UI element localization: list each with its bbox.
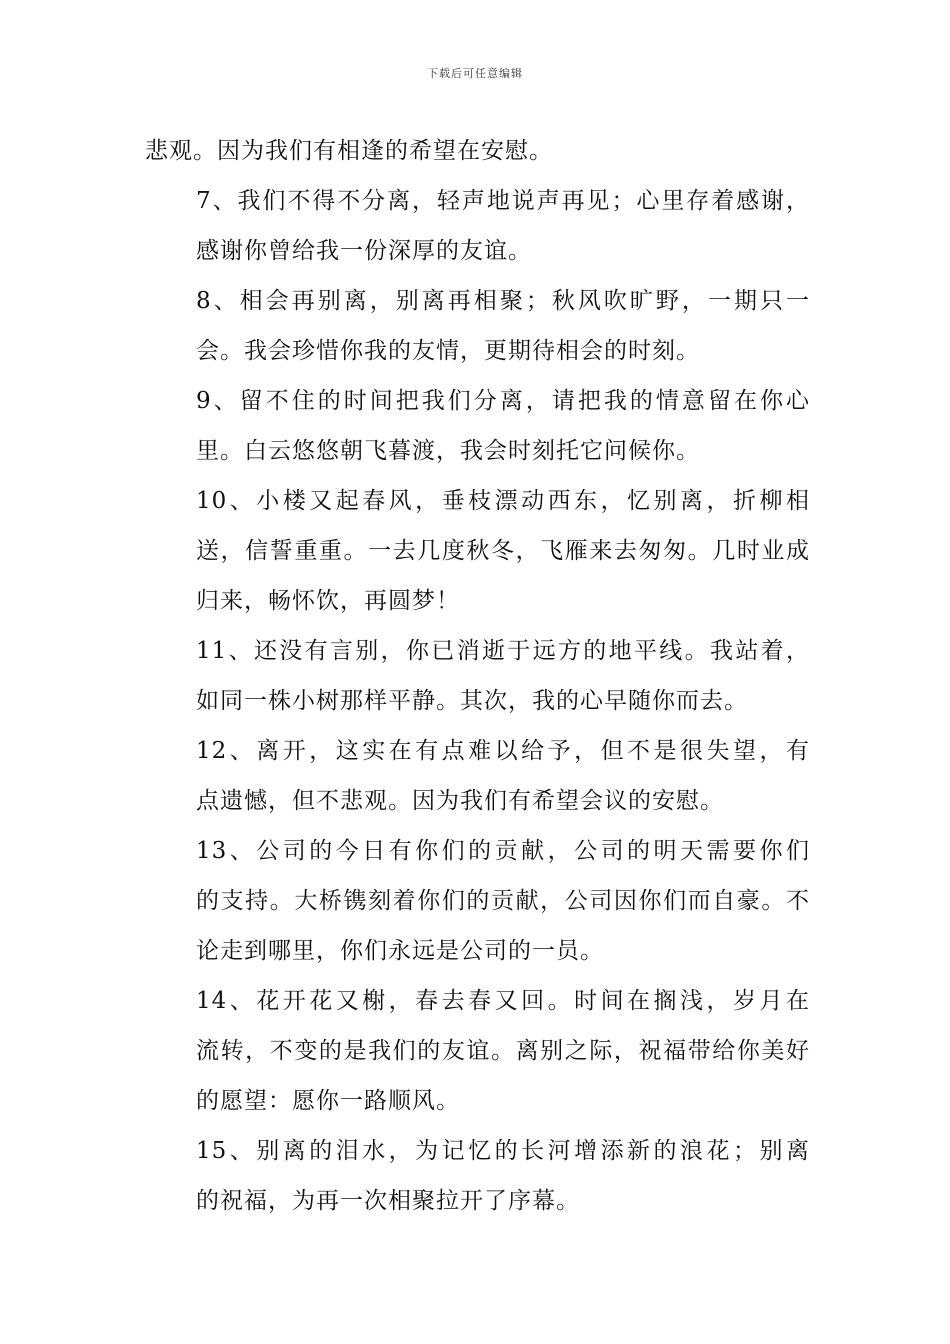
text-line: 15、别离的泪水，为记忆的长河增添新的浪花；别离 <box>196 1138 810 1164</box>
paragraph <box>145 976 810 1126</box>
text-line: 送，信誓重重。一去几度秋冬，飞雁来去匆匆。几时业成 <box>196 538 810 564</box>
text-line: 8、相会再别离，别离再相聚；秋风吹旷野，一期只一 <box>196 288 810 314</box>
paragraph <box>145 476 810 626</box>
text-line: 如同一株小树那样平静。其次，我的心早随你而去。 <box>196 688 748 714</box>
text-line: 里。白云悠悠朝飞暮渡，我会时刻托它问候你。 <box>196 438 700 464</box>
paragraph <box>145 726 810 826</box>
text-line: 9、留不住的时间把我们分离，请把我的情意留在你心 <box>196 388 810 414</box>
text-line: 流转，不变的是我们的友谊。离别之际，祝福带给你美好 <box>196 1038 810 1064</box>
text-line: 归来，畅怀饮，再圆梦！ <box>196 588 460 614</box>
text-line: 感谢你曾给我一份深厚的友谊。 <box>196 238 532 264</box>
text-line: 的支持。大桥镌刻着你们的贡献，公司因你们而自豪。不 <box>196 888 810 914</box>
text-line: 悲观。因为我们有相逢的希望在安慰。 <box>145 138 553 164</box>
text-line: 13、公司的今日有你们的贡献，公司的明天需要你们 <box>196 838 810 864</box>
paragraph <box>145 176 810 276</box>
text-line: 14、花开花又榭，春去春又回。时间在搁浅，岁月在 <box>196 988 810 1014</box>
page-header: 下载后可任意编辑 <box>427 67 523 80</box>
text-line: 的愿望：愿你一路顺风。 <box>196 1088 460 1114</box>
text-line: 点遗憾，但不悲观。因为我们有希望会议的安慰。 <box>196 788 724 814</box>
paragraph <box>145 826 810 976</box>
text-line: 会。我会珍惜你我的友情，更期待相会的时刻。 <box>196 338 700 364</box>
paragraph <box>145 126 810 176</box>
text-line: 7、我们不得不分离，轻声地说声再见；心里存着感谢， <box>196 188 810 214</box>
text-line: 论走到哪里，你们永远是公司的一员。 <box>196 938 604 964</box>
document-body <box>145 126 810 1226</box>
text-line: 10、小楼又起春风，垂枝漂动西东，忆别离，折柳相 <box>196 488 810 514</box>
text-line: 11、还没有言别，你已消逝于远方的地平线。我站着， <box>196 638 810 664</box>
paragraph <box>145 1126 810 1226</box>
text-line: 12、离开，这实在有点难以给予，但不是很失望，有 <box>196 738 810 764</box>
text-line: 的祝福，为再一次相聚拉开了序幕。 <box>196 1188 580 1214</box>
paragraph <box>145 626 810 726</box>
paragraph <box>145 276 810 376</box>
paragraph <box>145 376 810 476</box>
